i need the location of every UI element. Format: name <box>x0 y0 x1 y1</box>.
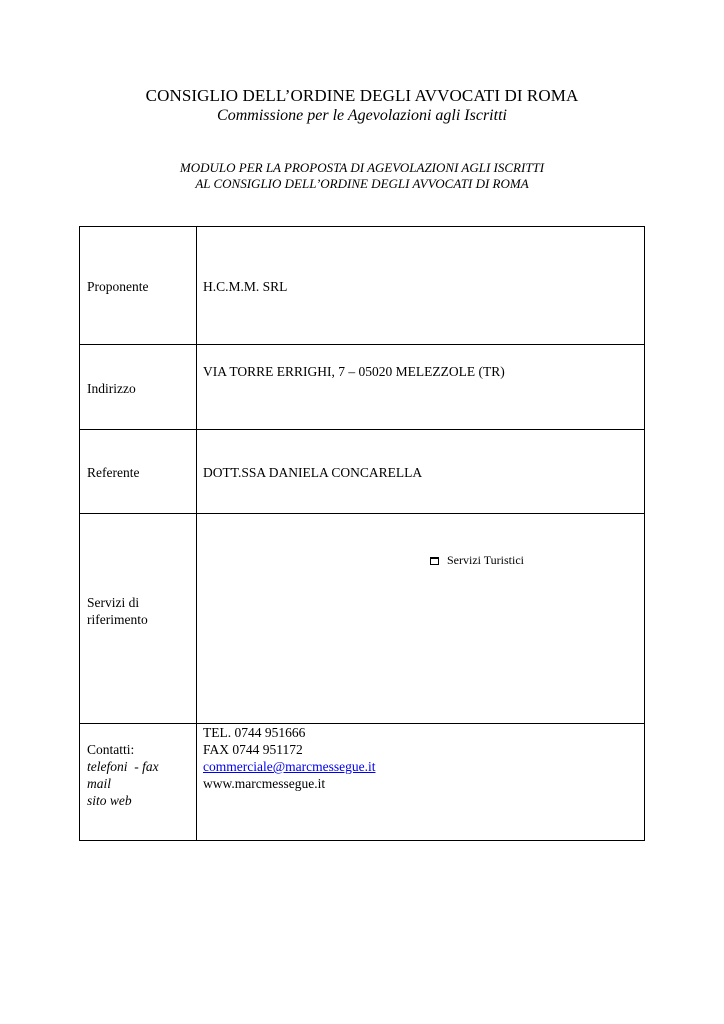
servizi-label <box>87 594 148 628</box>
contatti-values <box>203 724 375 792</box>
form-title-line-2: AL CONSIGLIO DELL’ORDINE DEGLI AVVOCATI DI ROMA <box>195 176 529 191</box>
document-title: CONSIGLIO DELL’ORDINE DEGLI AVVOCATI DI ROMA <box>145 86 579 105</box>
checkbox-icon[interactable] <box>430 557 439 565</box>
contatti-label-block <box>87 741 159 809</box>
telefono-value: TEL. 0744 951666 <box>203 725 306 740</box>
row-divider <box>80 429 644 430</box>
indirizzo-value: VIA TORRE ERRIGHI, 7 – 05020 MELEZZOLE (TR) <box>203 364 505 379</box>
indirizzo-label: Indirizzo <box>87 381 136 396</box>
contatti-sub-telefoni-fax: telefoni - fax <box>87 759 159 774</box>
proponente-value: H.C.M.M. SRL <box>203 279 288 294</box>
contatti-label: Contatti: <box>87 742 135 757</box>
contatti-sub-sito-web: sito web <box>87 793 132 808</box>
proponente-label: Proponente <box>87 279 149 294</box>
row-divider <box>80 513 644 514</box>
document-subtitle: Commissione per le Agevolazioni agli Iscritti <box>217 107 507 124</box>
fax-value: FAX 0744 951172 <box>203 742 303 757</box>
referente-label: Referente <box>87 465 140 480</box>
servizi-label-line-2: riferimento <box>87 612 148 627</box>
servizi-label-line-1: Servizi di <box>87 595 140 610</box>
website-value: www.marcmessegue.it <box>203 776 326 791</box>
column-divider <box>196 227 197 840</box>
referente-value: DOTT.SSA DANIELA CONCARELLA <box>203 465 423 480</box>
servizi-turistici-label: Servizi Turistici <box>447 553 525 567</box>
servizi-turistici-option[interactable] <box>430 553 524 568</box>
email-link[interactable]: commerciale@marcmessegue.it <box>203 759 376 774</box>
row-divider <box>80 344 644 345</box>
form-title-line-1: MODULO PER LA PROPOSTA DI AGEVOLAZIONI AGLI ISCRITTI <box>179 160 545 175</box>
contatti-sub-mail: mail <box>87 776 112 791</box>
proposal-form-table <box>79 226 645 841</box>
